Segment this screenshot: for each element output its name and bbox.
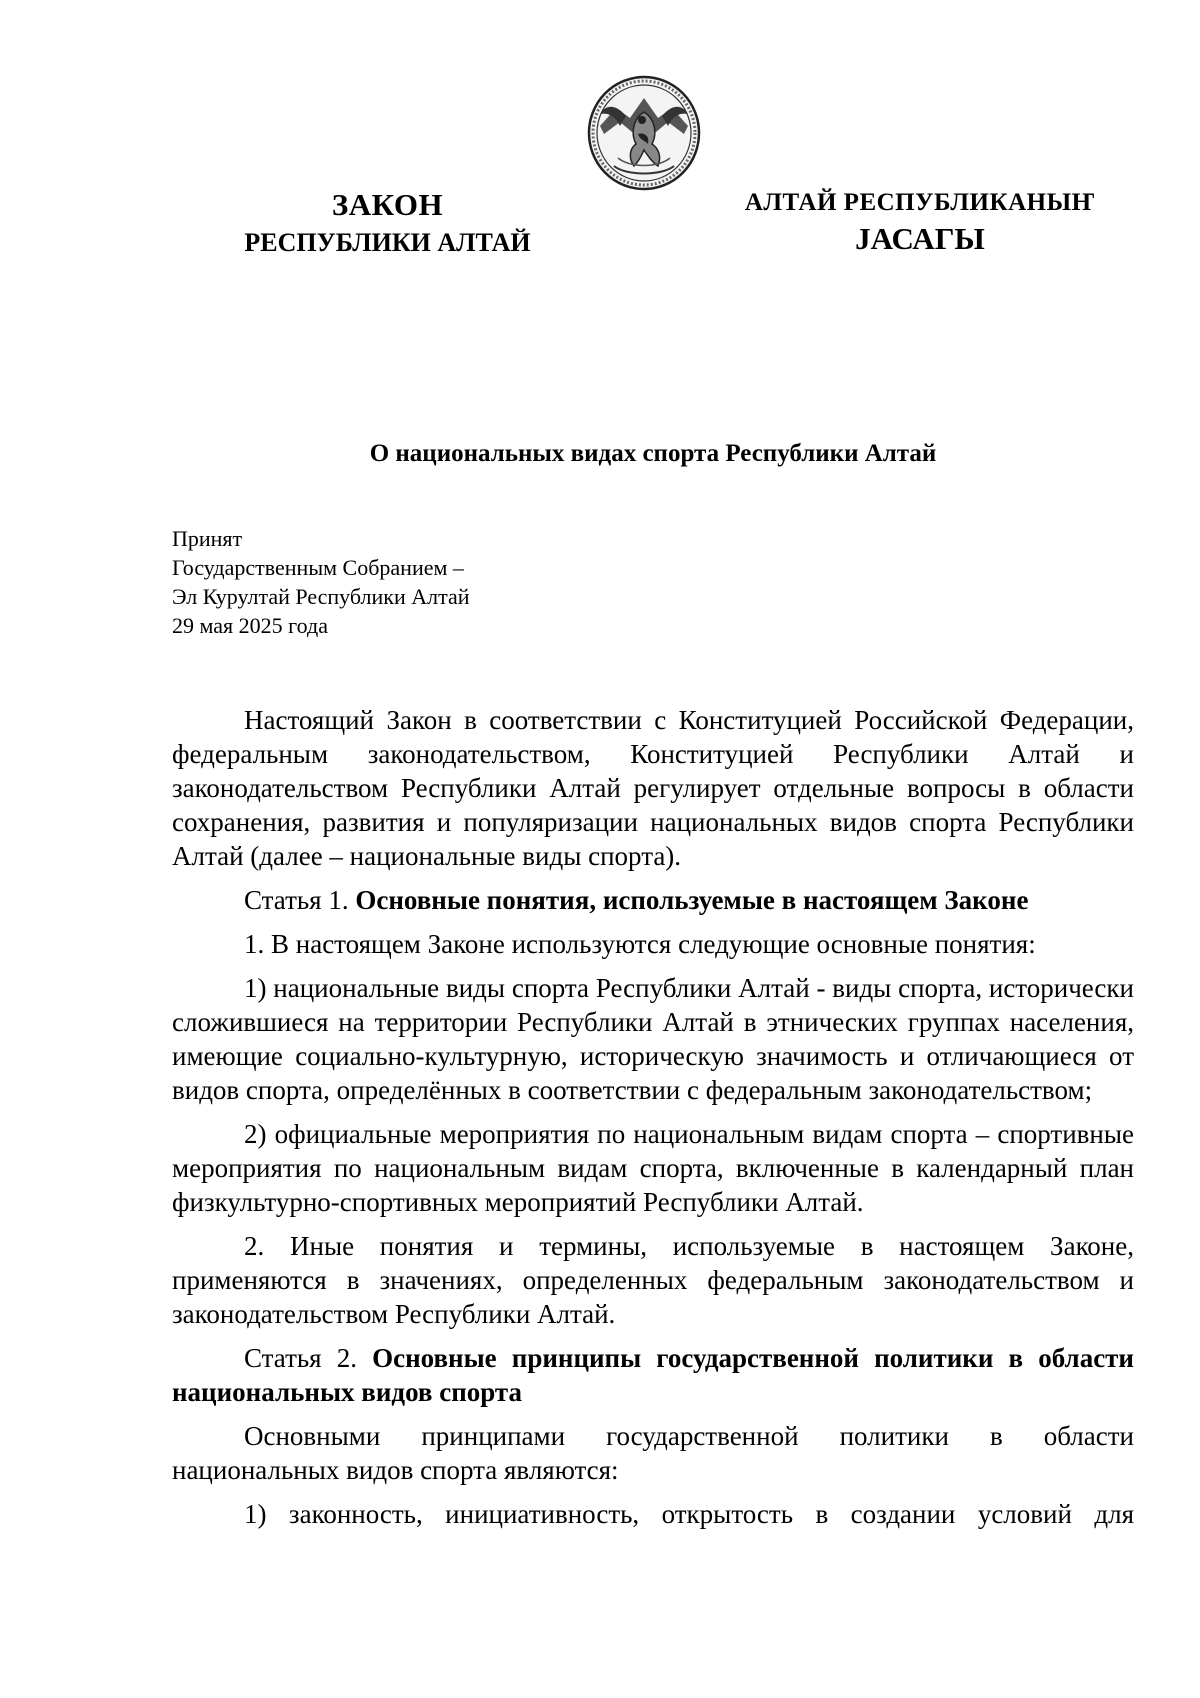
article-2-title: Основные принципы государственной политики в области национальных видов спорта bbox=[172, 1343, 1134, 1407]
adoption-line-2: Государственным Собранием – bbox=[172, 555, 464, 580]
article-1-part-2: 2. Иные понятия и термины, используемые в настоящем Законе, применяются в значениях, определенных федеральным законодательством и законодательством Республики Алтай. bbox=[172, 1231, 1134, 1329]
article-2-label: Статья 2. bbox=[244, 1343, 357, 1373]
article-1-item-2: 2) официальные мероприятия по национальным видам спорта – спортивные мероприятия по национальным видам спорта, включенные в календарный план физкультурно-спортивных мероприятий Республики Алтай. bbox=[172, 1119, 1134, 1217]
article-1-label: Статья 1. bbox=[244, 885, 349, 915]
article-2-item-1: 1) законность, инициативность, открытость в создании условий для bbox=[244, 1499, 1134, 1529]
header-altai bbox=[720, 186, 1120, 258]
article-1-item-1: 1) национальные виды спорта Республики Алтай - виды спорта, исторически сложившиеся на территории Республики Алтай в этнических группах населения, имеющие социально-культурную, историческую значимость и отличающиеся от видов спорта, определённых в соответствии с федеральным законодательством; bbox=[172, 973, 1134, 1105]
republic-name-altai: АЛТАЙ РЕСПУБЛИКАНЫҤ bbox=[744, 189, 1096, 216]
coat-of-arms-icon bbox=[586, 74, 702, 192]
article-1-heading bbox=[172, 883, 1134, 917]
law-title-ru: ЗАКОН bbox=[331, 187, 444, 222]
article-2-heading bbox=[172, 1341, 1134, 1409]
adoption-block bbox=[172, 524, 672, 640]
document-title: О национальных видах спорта Республики Алтай bbox=[369, 440, 937, 467]
law-title-altai: JАСАГЫ bbox=[855, 221, 985, 256]
article-1-title: Основные понятия, используемые в настоящем Законе bbox=[355, 885, 1029, 915]
document-body bbox=[172, 703, 1134, 1541]
republic-name-ru: РЕСПУБЛИКИ АЛТАЙ bbox=[244, 228, 531, 257]
preamble: Настоящий Закон в соответствии с Конституцией Российской Федерации, федеральным законодательством, Конституцией Республики Алтай и законодательством Республики Алтай регулирует отдельные вопросы в области сохранения, развития и популяризации национальных видов спорта Республики Алтай (далее – национальные виды спорта). bbox=[172, 705, 1134, 871]
article-2-intro: Основными принципами государственной политики в области национальных видов спорта являются: bbox=[172, 1421, 1134, 1485]
header-ru bbox=[195, 186, 580, 262]
article-1-part-1: 1. В настоящем Законе используются следующие основные понятия: bbox=[244, 929, 1036, 959]
adoption-line-1: Принят bbox=[172, 526, 243, 551]
adoption-line-3: Эл Курултай Республики Алтай bbox=[172, 584, 470, 609]
adoption-date: 29 мая 2025 года bbox=[172, 613, 328, 638]
